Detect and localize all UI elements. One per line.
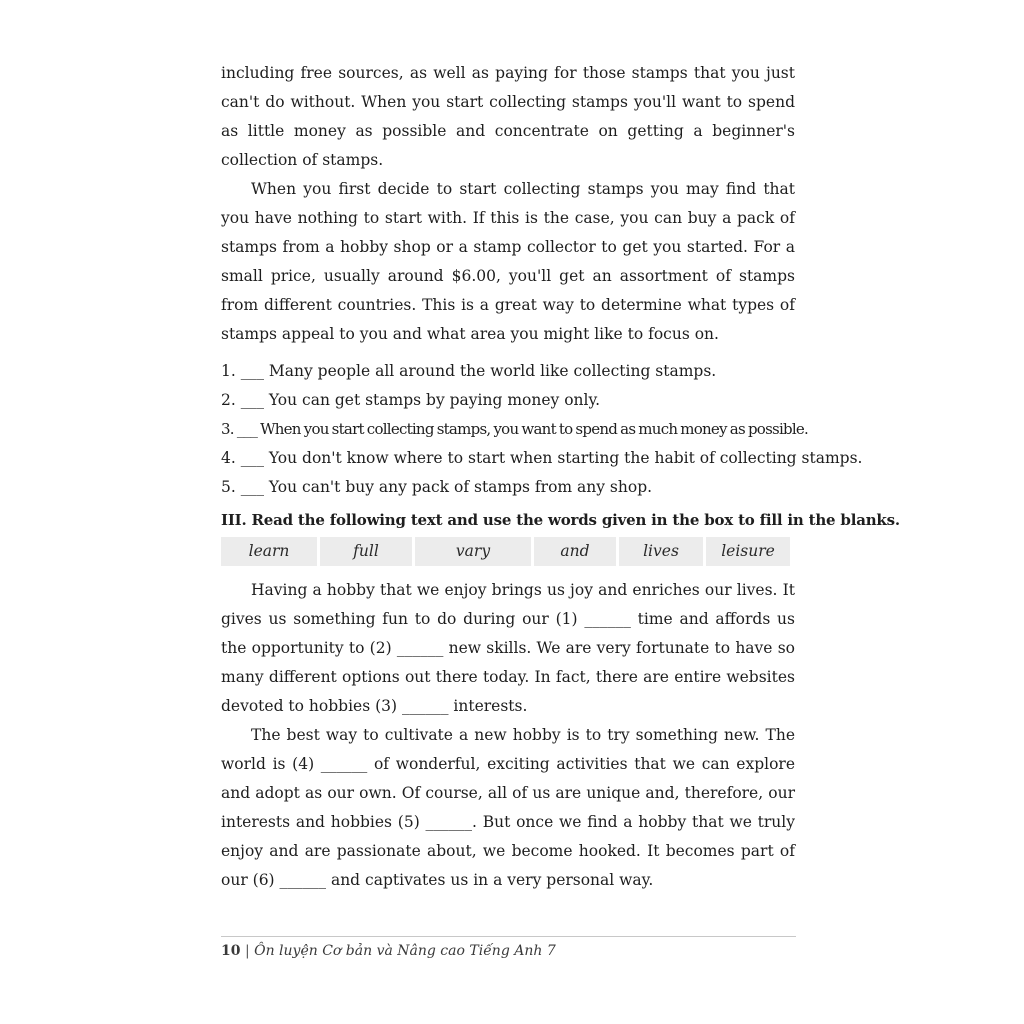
passage2-paragraph-1: Having a hobby that we enjoy brings us joy and enriches our lives. It gives us something fun to do during our (1) ______ time and affords us the opportunity to (2) ______ new skills. We are very fortunate to have so many different options out there today. In fact, there are entire websites devoted to hobbies (3) ______ interests. [221, 581, 795, 715]
page-number: 10 [221, 943, 241, 959]
passage2-paragraph-2: The best way to cultivate a new hobby is to try something new. The world is (4) ______ of wonderful, exciting activities that we can explore and adopt as our own. Of course, all of us are unique and, therefore, our interests and hobbies (5) ______. But once we find a hobby that we truly enjoy and are passionate about, we become hooked. It becomes part of our (6) ______ and captivates us in a very personal way. [221, 726, 795, 889]
passage1-paragraph-2: When you first decide to start collecting stamps you may find that you have nothing to start with. If this is the case, you can buy a pack of stamps from a hobby shop or a stamp collector to get you started. For a small price, usually around $6.00, you'll get an assortment of stamps from different countries. This is a great way to determine what types of stamps appeal to you and what area you might like to focus on. [221, 180, 795, 343]
true-false-statements [221, 357, 863, 502]
footer-separator: | [244, 943, 250, 959]
word-box-item: full [320, 537, 412, 566]
word-box-item: lives [619, 537, 703, 566]
page-content [221, 59, 900, 895]
statement-3: 3. ___ When you start collecting stamps, you want to spend as much money as possible. [221, 420, 809, 438]
statement-1: 1. ___ Many people all around the world like collecting stamps. [221, 362, 717, 380]
word-box-item: learn [221, 537, 317, 566]
word-box-item: leisure [706, 537, 790, 566]
word-box-item: vary [415, 537, 531, 566]
word-box-item: and [534, 537, 616, 566]
passage1-paragraph-1: including free sources, as well as paying for those stamps that you just can't do without. When you start collecting stamps you'll want to spend as little money as possible and concentrate on getting a beginner's collection of stamps. [221, 64, 795, 169]
page-footer [221, 936, 796, 961]
statement-2: 2. ___ You can get stamps by paying money only. [221, 391, 601, 409]
section-3-heading: III. Read the following text and use the words given in the box to fill in the blanks. [221, 511, 900, 529]
statement-5: 5. ___ You can't buy any pack of stamps from any shop. [221, 478, 653, 496]
book-title: Ôn luyện Cơ bản và Nâng cao Tiếng Anh 7 [254, 943, 556, 959]
statement-4: 4. ___ You don't know where to start when starting the habit of collecting stamps. [221, 449, 863, 467]
word-box [221, 537, 795, 566]
